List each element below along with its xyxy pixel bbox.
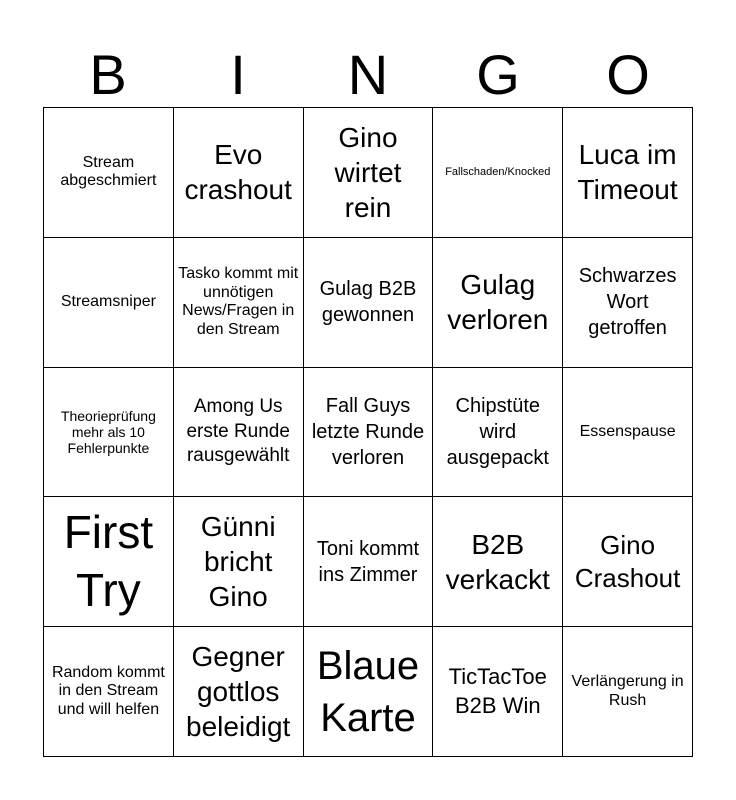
bingo-cell[interactable]: Schwarzes Wort getroffen [563, 238, 693, 368]
bingo-cell[interactable]: Gulag B2B gewonnen [304, 238, 434, 368]
bingo-cell[interactable]: Evo crashout [174, 108, 304, 238]
bingo-cell[interactable]: Streamsniper [44, 238, 174, 368]
bingo-grid [43, 107, 693, 757]
bingo-cell[interactable]: Fallschaden/Knocked [433, 108, 563, 238]
bingo-cell[interactable]: Gegner gottlos beleidigt [174, 627, 304, 757]
bingo-cell[interactable]: Tasko kommt mit unnötigen News/Fragen in den Stream [174, 238, 304, 368]
bingo-cell[interactable]: Random kommt in den Stream und will helfen [44, 627, 174, 757]
bingo-cell[interactable]: Fall Guys letzte Runde verloren [304, 368, 434, 498]
bingo-cell[interactable]: TicTacToe B2B Win [433, 627, 563, 757]
bingo-cell[interactable]: Toni kommt ins Zimmer [304, 497, 434, 627]
bingo-cell[interactable]: Among Us erste Runde rausgewählt [174, 368, 304, 498]
bingo-cell[interactable]: Gulag verloren [433, 238, 563, 368]
bingo-cell[interactable]: Stream abgeschmiert [44, 108, 174, 238]
bingo-cell[interactable]: Chipstüte wird ausgepackt [433, 368, 563, 498]
bingo-cell[interactable]: B2B verkackt [433, 497, 563, 627]
bingo-header [43, 44, 693, 106]
bingo-cell[interactable]: Luca im Timeout [563, 108, 693, 238]
bingo-cell[interactable]: First Try [44, 497, 174, 627]
header-letter-o: O [606, 43, 650, 106]
bingo-cell[interactable]: Gino wirtet rein [304, 108, 434, 238]
header-letter-g: G [476, 43, 520, 106]
header-letter-i: I [230, 43, 246, 106]
bingo-cell[interactable]: Verlängerung in Rush [563, 627, 693, 757]
bingo-cell[interactable]: Essenspause [563, 368, 693, 498]
header-letter-n: N [347, 43, 389, 106]
bingo-cell[interactable]: Theorieprüfung mehr als 10 Fehlerpunkte [44, 368, 174, 498]
bingo-cell[interactable]: Blaue Karte [304, 627, 434, 757]
bingo-cell[interactable]: Gino Crashout [563, 497, 693, 627]
header-letter-b: B [89, 43, 127, 106]
bingo-cell[interactable]: Günni bricht Gino [174, 497, 304, 627]
